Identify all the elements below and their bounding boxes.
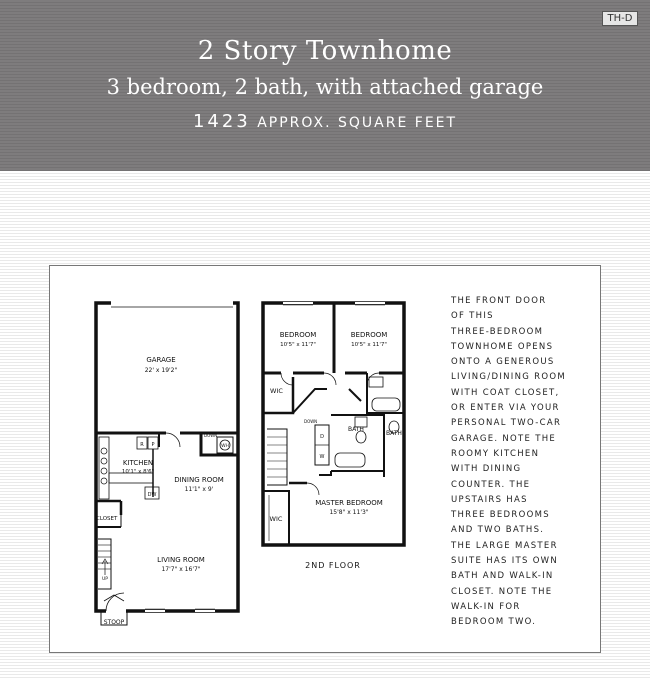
bedroom-right-size: 10'5" x 11'7" [351,342,387,348]
dining-room-label: DINING ROOM [174,476,224,484]
dishwasher-label: DW [147,492,157,498]
first-floor-plan [96,303,238,625]
description-line: LIVING/DINING ROOM [451,372,566,383]
kitchen-label: KITCHEN [122,459,154,467]
water-heater-label: WH [221,444,229,449]
description-line: PERSONAL TWO-CAR [451,418,562,429]
closet-label: CLOSET [96,516,118,522]
description-line: CLOSET. NOTE THE [451,586,553,597]
bedroom-left-label: BEDROOM [279,331,317,339]
description-line: OR ENTER VIA YOUR [451,403,560,414]
bedroom-left-size: 10'5" x 11'7" [280,342,316,348]
description-line: UPSTAIRS HAS [451,494,528,505]
stoop-label: STOOP [103,619,125,626]
kitchen-size: 10'1" x 8'6" [121,469,155,475]
garage-label: GARAGE [146,356,176,364]
description-line: WALK-IN FOR [451,601,521,612]
description-line: ONTO A GENEROUS [451,357,555,368]
description-line: ROOMY KITCHEN [451,448,540,459]
garage-size: 22' x 19'2" [144,367,178,374]
square-footage [0,111,650,132]
stair-down-label: DOWN [304,419,318,424]
bedroom-right-label: BEDROOM [350,331,388,339]
description-line: WITH COAT CLOSET, [451,387,560,398]
washer-label: W [319,454,325,460]
second-floor-label: 2ND FLOOR [305,561,361,570]
description-line: SUITE HAS ITS OWN [451,556,559,567]
living-room-label: LIVING ROOM [157,556,205,564]
bath-center-label: BATH [348,426,364,433]
description-line: OF THIS [451,311,494,322]
description-line: THE FRONT DOOR [451,296,547,306]
description-line: THE LARGE MASTER [451,540,558,551]
description-line: THREE-BEDROOM [451,326,544,337]
plan-description [451,294,591,631]
square-footage-label: APPROX. SQUARE FEET [257,115,458,131]
description-line: BEDROOM TWO. [451,617,537,628]
description-line: COUNTER. THE [451,479,531,490]
dining-room-size: 11'1" x 9' [184,486,214,493]
square-footage-number: 1423 [192,111,251,132]
refrigerator-label: R [140,442,144,448]
dryer-label: D [320,434,324,440]
master-bedroom-label: MASTER BEDROOM [315,499,383,507]
description-line: GARAGE. NOTE THE [451,433,557,444]
master-bedroom-size: 15'8" x 11'3" [329,509,369,516]
stair-up-label: UP [101,577,109,582]
description-line: THREE BEDROOMS [451,510,550,521]
garage-down-label: DOWN [204,433,218,438]
living-room-size: 17'7" x 16'7" [161,566,201,573]
plan-subtitle: 3 bedroom, 2 bath, with attached garage [106,75,544,99]
wic-top-label: WIC [270,387,283,395]
plan-title: 2 Story Townhome [197,36,453,66]
description-line: TOWNHOME OPENS [451,341,554,352]
bath-right-label: BATH [386,430,402,437]
pantry-label: P [151,442,155,448]
description-line: BATH AND WALK-IN [451,571,554,582]
wic-bottom-label: WIC [269,515,283,523]
description-line: WITH DINING [451,464,522,475]
description-line: AND TWO BATHS. [451,525,545,536]
plan-code-badge: TH-D [602,11,638,26]
header-banner [0,0,650,171]
